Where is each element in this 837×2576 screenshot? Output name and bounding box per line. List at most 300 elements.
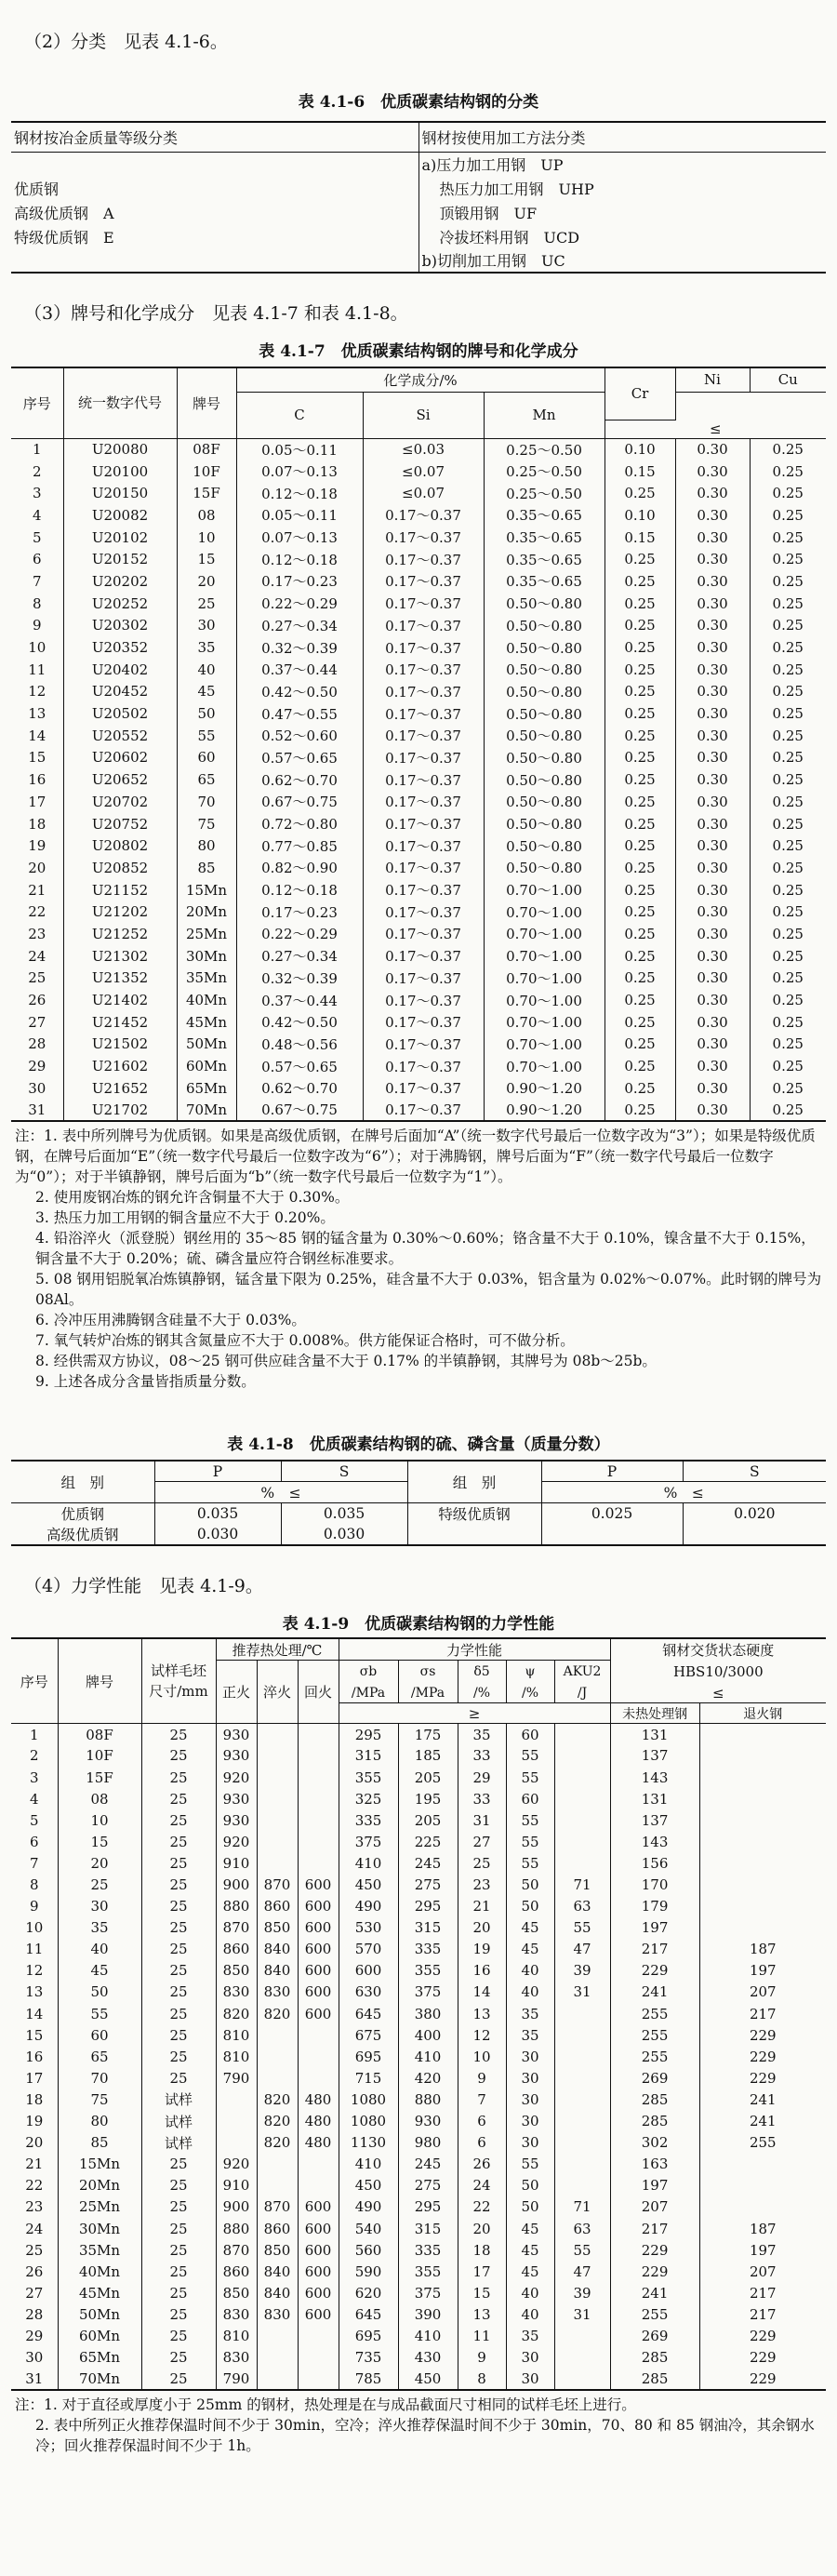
- table-cell: 560: [339, 2239, 398, 2261]
- table-cell: 207: [610, 2196, 699, 2218]
- table-cell: 269: [610, 2325, 699, 2346]
- table-cell: 0.17～0.37: [363, 923, 484, 945]
- table-cell: 0.70～1.00: [484, 989, 604, 1011]
- table-cell: 207: [699, 1982, 826, 2003]
- table-cell: 10: [458, 2046, 506, 2067]
- table-cell: 0.25: [604, 1100, 675, 1122]
- table-cell: 0.15: [604, 460, 675, 483]
- t419-col-heat: 推荐热处理/℃: [216, 1638, 339, 1661]
- table-cell: 18: [458, 2239, 506, 2261]
- table-cell: 40: [58, 1939, 141, 1960]
- table-cell: U20602: [63, 747, 177, 769]
- table-cell: [699, 1917, 826, 1939]
- table-cell: [257, 2347, 298, 2369]
- t419-unit: /%: [458, 1683, 506, 1703]
- table-cell: 14: [28, 727, 46, 744]
- table-cell: 25Mn: [58, 2196, 141, 2218]
- table-cell: 75: [58, 2089, 141, 2110]
- table-cell: U21602: [63, 1055, 177, 1077]
- table-cell: 0.62～0.70: [236, 1077, 363, 1100]
- table-cell: 0.17～0.37: [363, 768, 484, 791]
- table-cell: 410: [339, 2154, 398, 2175]
- table-cell: 8: [29, 1876, 39, 1894]
- note-item: 9. 上述各成分含量皆指质量分数。: [35, 1373, 256, 1391]
- table-row: [11, 768, 826, 791]
- table-cell: 40: [506, 1982, 554, 2003]
- table-cell: 0.17～0.37: [363, 570, 484, 593]
- table-cell: 0.25: [750, 1055, 826, 1077]
- table-cell: 315: [398, 1917, 458, 1939]
- table-cell: 21: [28, 881, 46, 899]
- table-row: [11, 482, 826, 504]
- table-cell: [554, 2369, 610, 2390]
- table-cell: 30: [506, 2369, 554, 2390]
- table-cell: 0.25: [750, 923, 826, 945]
- table-cell: [554, 1745, 610, 1767]
- table-cell: 880: [398, 2089, 458, 2110]
- table-cell: 0.70～1.00: [484, 1034, 604, 1056]
- table-cell: 27: [28, 1013, 46, 1031]
- t419-col-untreated: 未热处理钢: [610, 1703, 699, 1724]
- table-cell: 302: [610, 2132, 699, 2154]
- table-cell: [699, 2154, 826, 2175]
- table-cell: 22: [28, 903, 46, 921]
- table-cell: U20152: [63, 548, 177, 570]
- table-cell: 试样: [141, 2089, 216, 2110]
- table-cell: 0.30: [675, 504, 750, 527]
- table-cell: 0.10: [604, 438, 675, 460]
- table-cell: 11: [25, 1941, 44, 1958]
- table-cell: [257, 2024, 298, 2046]
- table-cell: 850: [257, 1917, 298, 1939]
- t418-col-group: 组 别: [407, 1461, 541, 1502]
- table-cell: 7: [29, 1854, 39, 1872]
- table-cell: [298, 1831, 339, 1852]
- table-row: [11, 659, 826, 681]
- table-cell: 8: [458, 2369, 506, 2390]
- table-cell: 17: [28, 793, 46, 810]
- table-cell: 50: [58, 1982, 141, 2003]
- table-row: [11, 945, 826, 968]
- table-cell: 25: [141, 1809, 216, 1831]
- table-cell: 0.12～0.18: [236, 482, 363, 504]
- t416-item: 冷拔坯料用钢 UCD: [418, 224, 826, 248]
- table-cell: 880: [216, 1896, 257, 1917]
- table-cell: 70Mn: [58, 2369, 141, 2390]
- section-heading-classification: （2）分类 见表 4.1-6。: [24, 32, 228, 52]
- table-row: [11, 1100, 826, 1122]
- table-cell: 0.25: [750, 725, 826, 747]
- section-heading-mechanical: （4）力学性能 见表 4.1-9。: [24, 1575, 263, 1596]
- t417-col-grade: 牌号: [177, 367, 236, 438]
- table-cell: 410: [398, 2325, 458, 2346]
- table-cell: 55: [177, 725, 236, 747]
- t419-col-grade: 牌号: [58, 1638, 141, 1724]
- table-cell: 900: [216, 1874, 257, 1895]
- table-cell: 23: [25, 2198, 44, 2216]
- table-cell: 0.27～0.34: [236, 615, 363, 637]
- table-cell: 0.70～1.00: [484, 945, 604, 968]
- table-cell: 6: [458, 2132, 506, 2154]
- t419-col-hbs: HBS10/3000: [610, 1661, 826, 1683]
- table-cell: 0.50～0.80: [484, 768, 604, 791]
- table-cell: 0.35～0.65: [484, 527, 604, 549]
- table-cell: 25: [58, 1874, 141, 1895]
- note-item: 7. 氧气转炉冶炼的钢其含氮量应不大于 0.008%。供方能保证合格时，可不做分析。: [35, 1332, 575, 1350]
- table-cell: 820: [216, 2003, 257, 2024]
- table-cell: 0.50～0.80: [484, 636, 604, 659]
- table-cell: 920: [216, 2154, 257, 2175]
- table-cell: 70: [58, 2067, 141, 2089]
- table-cell: 0.17～0.37: [363, 1011, 484, 1034]
- table-cell: 15: [58, 1831, 141, 1852]
- table-cell: 25: [141, 1982, 216, 2003]
- table-cell: 40Mn: [177, 989, 236, 1011]
- table-cell: 2: [29, 1747, 39, 1765]
- table-cell: 530: [339, 1917, 398, 1939]
- table-cell: 137: [610, 1809, 699, 1831]
- table-cell: 0.30: [675, 636, 750, 659]
- table-cell: 特级优质钢: [407, 1502, 541, 1524]
- table-cell: 20: [58, 1852, 141, 1874]
- table-cell: 0.25: [604, 923, 675, 945]
- table-cell: 0.25: [750, 636, 826, 659]
- t417-col-mn: Mn: [484, 392, 604, 438]
- note-item: 注：1. 表中所列牌号为优质钢。如果是高级优质钢，在牌号后面加“A”（统一数字代号最后一位数字改为“3”）；如果是特级优质钢，在牌号后面加“E”（统一数字代号最后一位数字改为“6”）；对于沸腾钢，牌号后面为“F”（统一数字代号最后一位数字为“0”）；对于半镇静钢，牌号后面为“b”（统一数字代号最后一位数字为“1”）。: [15, 1128, 816, 1186]
- table-cell: 715: [339, 2067, 398, 2089]
- table-cell: U21352: [63, 968, 177, 990]
- t417-le: ≤: [604, 420, 826, 438]
- table-cell: 30: [506, 2046, 554, 2067]
- table-row: [11, 2261, 826, 2282]
- table-cell: 335: [339, 1809, 398, 1831]
- table-cell: 63: [554, 2218, 610, 2239]
- table-cell: 0.25: [750, 438, 826, 460]
- table-cell: [257, 2369, 298, 2390]
- table-cell: 375: [398, 2282, 458, 2303]
- table-cell: 0.17～0.23: [236, 570, 363, 593]
- table-cell: 08F: [58, 1724, 141, 1745]
- table-cell: 0.25: [604, 989, 675, 1011]
- table-cell: [699, 1831, 826, 1852]
- table-cell: 0.25: [604, 945, 675, 968]
- note-item: 注：1. 对于直径或厚度小于 25mm 的钢材，热处理是在与成品截面尺寸相同的试样毛坯上进行。: [15, 2396, 636, 2413]
- table-cell: 600: [298, 1874, 339, 1895]
- table-cell: 187: [699, 2218, 826, 2239]
- table-cell: [216, 2089, 257, 2110]
- table-cell: [554, 2175, 610, 2196]
- table-cell: 0.020: [683, 1502, 826, 1524]
- table-cell: 25: [141, 2325, 216, 2346]
- table-cell: 35: [506, 2003, 554, 2024]
- table-cell: 23: [28, 925, 46, 942]
- table-cell: 35Mn: [58, 2239, 141, 2261]
- table-cell: U21452: [63, 1011, 177, 1034]
- table-cell: 15F: [177, 482, 236, 504]
- table-cell: [699, 1896, 826, 1917]
- t419-col-norm: 正火: [216, 1661, 257, 1724]
- table-cell: 26: [25, 2262, 44, 2280]
- table-cell: 245: [398, 2154, 458, 2175]
- table-cell: [298, 2325, 339, 2346]
- table-cell: [554, 2024, 610, 2046]
- table-cell: 0.47～0.55: [236, 702, 363, 725]
- table-cell: [554, 2067, 610, 2089]
- table-cell: 0.30: [675, 1100, 750, 1122]
- table-cell: [257, 2325, 298, 2346]
- table-cell: 6: [458, 2111, 506, 2132]
- table-cell: 30Mn: [58, 2218, 141, 2239]
- table-cell: 0.25: [604, 768, 675, 791]
- table-cell: [298, 2154, 339, 2175]
- table-cell: 15F: [58, 1767, 141, 1788]
- table-cell: U21502: [63, 1034, 177, 1056]
- table-cell: 0.25: [750, 482, 826, 504]
- table-cell: 0.25: [604, 1011, 675, 1034]
- table-cell: 0.25: [604, 615, 675, 637]
- table-cell: 820: [257, 2111, 298, 2132]
- table-cell: 600: [298, 2282, 339, 2303]
- table-cell: 20Mn: [58, 2175, 141, 2196]
- table-cell: 840: [257, 1960, 298, 1982]
- table-cell: 0.50～0.80: [484, 747, 604, 769]
- table-cell: 410: [339, 1852, 398, 1874]
- table-cell: 0.030: [154, 1524, 281, 1545]
- t417-col-si: Si: [363, 392, 484, 438]
- table-cell: 0.50～0.80: [484, 593, 604, 615]
- table-cell: 25: [141, 2067, 216, 2089]
- table-cell: 0.25: [604, 1077, 675, 1100]
- table-cell: 0.30: [675, 482, 750, 504]
- table-cell: 45: [506, 2239, 554, 2261]
- t418-col-p: P: [541, 1461, 683, 1481]
- table-row: [11, 1939, 826, 1960]
- table-cell: 187: [699, 1939, 826, 1960]
- table-cell: 39: [554, 2282, 610, 2303]
- table-cell: 840: [257, 2282, 298, 2303]
- table-cell: 0.25: [604, 482, 675, 504]
- table-row: [11, 548, 826, 570]
- table-cell: 35: [506, 2325, 554, 2346]
- table-cell: 25: [141, 1960, 216, 1982]
- table-cell: 24: [458, 2175, 506, 2196]
- table-cell: [554, 1767, 610, 1788]
- table-cell: 860: [216, 2261, 257, 2282]
- table-cell: 21: [458, 1896, 506, 1917]
- table-cell: 375: [339, 1831, 398, 1852]
- table-cell: 31: [28, 1101, 46, 1118]
- table-cell: 0.17～0.37: [363, 659, 484, 681]
- table-cell: [298, 1788, 339, 1809]
- table-cell: 630: [339, 1982, 398, 2003]
- table-cell: [298, 2347, 339, 2369]
- table-cell: 10: [177, 527, 236, 549]
- table-4-1-7-notes: [11, 1126, 826, 1420]
- table-cell: 840: [257, 2261, 298, 2282]
- table-cell: 47: [554, 1939, 610, 1960]
- table-cell: 25: [141, 2282, 216, 2303]
- table-cell: 24: [28, 947, 46, 965]
- table-cell: 540: [339, 2218, 398, 2239]
- table-cell: 0.12～0.18: [236, 548, 363, 570]
- table-row: [11, 1982, 826, 2003]
- table-cell: 790: [216, 2369, 257, 2390]
- table-cell: 880: [216, 2218, 257, 2239]
- table-cell: 850: [257, 2239, 298, 2261]
- table-cell: 25: [141, 2303, 216, 2325]
- table-cell: 295: [339, 1724, 398, 1745]
- table-cell: 50: [506, 2196, 554, 2218]
- table-cell: [407, 1524, 541, 1545]
- table-cell: [554, 2003, 610, 2024]
- table-cell: 50Mn: [177, 1034, 236, 1056]
- table-cell: 860: [257, 2218, 298, 2239]
- t419-col-annealed: 退火钢: [699, 1703, 826, 1724]
- table-cell: 335: [398, 2239, 458, 2261]
- table-cell: [699, 1745, 826, 1767]
- table-cell: 0.07～0.13: [236, 527, 363, 549]
- t416-item: 特级优质钢 E: [14, 228, 114, 247]
- table-cell: 8: [32, 594, 42, 612]
- table-cell: 600: [298, 2196, 339, 2218]
- table-cell: 40: [506, 2303, 554, 2325]
- table-cell: [699, 1767, 826, 1788]
- table-row: [11, 834, 826, 857]
- table-cell: [554, 2132, 610, 2154]
- table-row: [11, 570, 826, 593]
- table-row: [11, 2089, 826, 2110]
- table-cell: 0.50～0.80: [484, 615, 604, 637]
- table-cell: 20Mn: [177, 901, 236, 923]
- table-cell: 45Mn: [58, 2282, 141, 2303]
- table-cell: 28: [25, 2305, 44, 2323]
- table-cell: 170: [610, 1874, 699, 1895]
- table-cell: 850: [216, 1960, 257, 1982]
- table-cell: 39: [554, 1960, 610, 1982]
- table-cell: 高级优质钢: [46, 1526, 119, 1543]
- table-cell: 40: [506, 2282, 554, 2303]
- table-row: [11, 747, 826, 769]
- table-cell: 25: [141, 1724, 216, 1745]
- table-cell: 0.50～0.80: [484, 791, 604, 813]
- table-cell: [554, 1852, 610, 1874]
- table-cell: 25: [141, 1767, 216, 1788]
- table-cell: [298, 1745, 339, 1767]
- table-cell: 375: [398, 1982, 458, 2003]
- table-cell: 55: [506, 2154, 554, 2175]
- table-cell: 0.30: [675, 1055, 750, 1077]
- table-cell: [257, 1809, 298, 1831]
- table-cell: 0.90～1.20: [484, 1100, 604, 1122]
- table-cell: 0.25: [750, 548, 826, 570]
- section-heading-grades: （3）牌号和化学成分 见表 4.1-7 和表 4.1-8。: [24, 303, 408, 324]
- table-row: [11, 527, 826, 549]
- table-cell: 25: [141, 1831, 216, 1852]
- table-cell: 0.30: [675, 1077, 750, 1100]
- table-cell: 25: [141, 2175, 216, 2196]
- table-cell: U20402: [63, 659, 177, 681]
- t416-header-processing: 钢材按使用加工方法分类: [418, 122, 826, 152]
- table-cell: 45: [506, 1939, 554, 1960]
- table-cell: 15: [25, 2026, 44, 2044]
- t419-col-no: 序号: [11, 1638, 58, 1724]
- table-cell: 35: [458, 1724, 506, 1745]
- table-row: [11, 681, 826, 703]
- table-cell: 870: [216, 2239, 257, 2261]
- table-cell: 0.25: [750, 1077, 826, 1100]
- table-cell: U20652: [63, 768, 177, 791]
- table-cell: 0.25: [604, 593, 675, 615]
- table-cell: 70: [177, 791, 236, 813]
- table-cell: 255: [610, 2003, 699, 2024]
- table-4-1-7-caption: 表 4.1-7 优质碳素结构钢的牌号和化学成分: [259, 342, 578, 361]
- table-cell: 205: [398, 1767, 458, 1788]
- table-cell: 0.25: [750, 813, 826, 835]
- table-cell: 10: [58, 1809, 141, 1831]
- table-row: [11, 813, 826, 835]
- table-cell: [257, 2067, 298, 2089]
- table-row: [11, 2239, 826, 2261]
- table-cell: 0.90～1.20: [484, 1077, 604, 1100]
- table-cell: 0.22～0.29: [236, 593, 363, 615]
- table-cell: 9: [32, 617, 42, 634]
- table-cell: 490: [339, 2196, 398, 2218]
- table-cell: 85: [58, 2132, 141, 2154]
- table-cell: 27: [458, 1831, 506, 1852]
- table-cell: 269: [610, 2067, 699, 2089]
- table-cell: 0.17～0.37: [363, 527, 484, 549]
- table-cell: 08: [177, 504, 236, 527]
- table-cell: 0.37～0.44: [236, 989, 363, 1011]
- table-cell: 10: [25, 1919, 44, 1937]
- table-cell: 645: [339, 2303, 398, 2325]
- table-cell: 590: [339, 2261, 398, 2282]
- table-cell: U21402: [63, 989, 177, 1011]
- table-cell: 820: [257, 2003, 298, 2024]
- table-row: [11, 1852, 826, 1874]
- table-cell: 0.17～0.37: [363, 636, 484, 659]
- table-cell: 40Mn: [58, 2261, 141, 2282]
- table-cell: 0.05～0.11: [236, 504, 363, 527]
- table-row: [11, 504, 826, 527]
- table-cell: 0.25: [750, 702, 826, 725]
- table-cell: 26: [28, 992, 46, 1009]
- table-cell: ≤0.07: [363, 460, 484, 483]
- table-cell: 830: [257, 2303, 298, 2325]
- table-cell: 241: [610, 2282, 699, 2303]
- table-cell: 0.30: [675, 813, 750, 835]
- table-cell: 600: [298, 1939, 339, 1960]
- table-row: [11, 879, 826, 901]
- table-cell: 0.07～0.13: [236, 460, 363, 483]
- table-cell: 430: [398, 2347, 458, 2369]
- table-cell: 930: [216, 1809, 257, 1831]
- table-cell: 0.72～0.80: [236, 813, 363, 835]
- table-cell: 55: [506, 1745, 554, 1767]
- table-cell: 3: [32, 485, 42, 502]
- table-cell: 20: [458, 1917, 506, 1939]
- table-cell: 30: [506, 2089, 554, 2110]
- table-cell: 25: [141, 1852, 216, 1874]
- table-cell: 20: [28, 859, 46, 876]
- table-row: [11, 702, 826, 725]
- table-cell: 16: [25, 2048, 44, 2065]
- table-cell: 0.30: [675, 879, 750, 901]
- t416-item: b)切削加工用钢 UC: [418, 248, 826, 273]
- table-cell: 600: [298, 2218, 339, 2239]
- table-cell: 85: [177, 857, 236, 879]
- table-cell: 285: [610, 2089, 699, 2110]
